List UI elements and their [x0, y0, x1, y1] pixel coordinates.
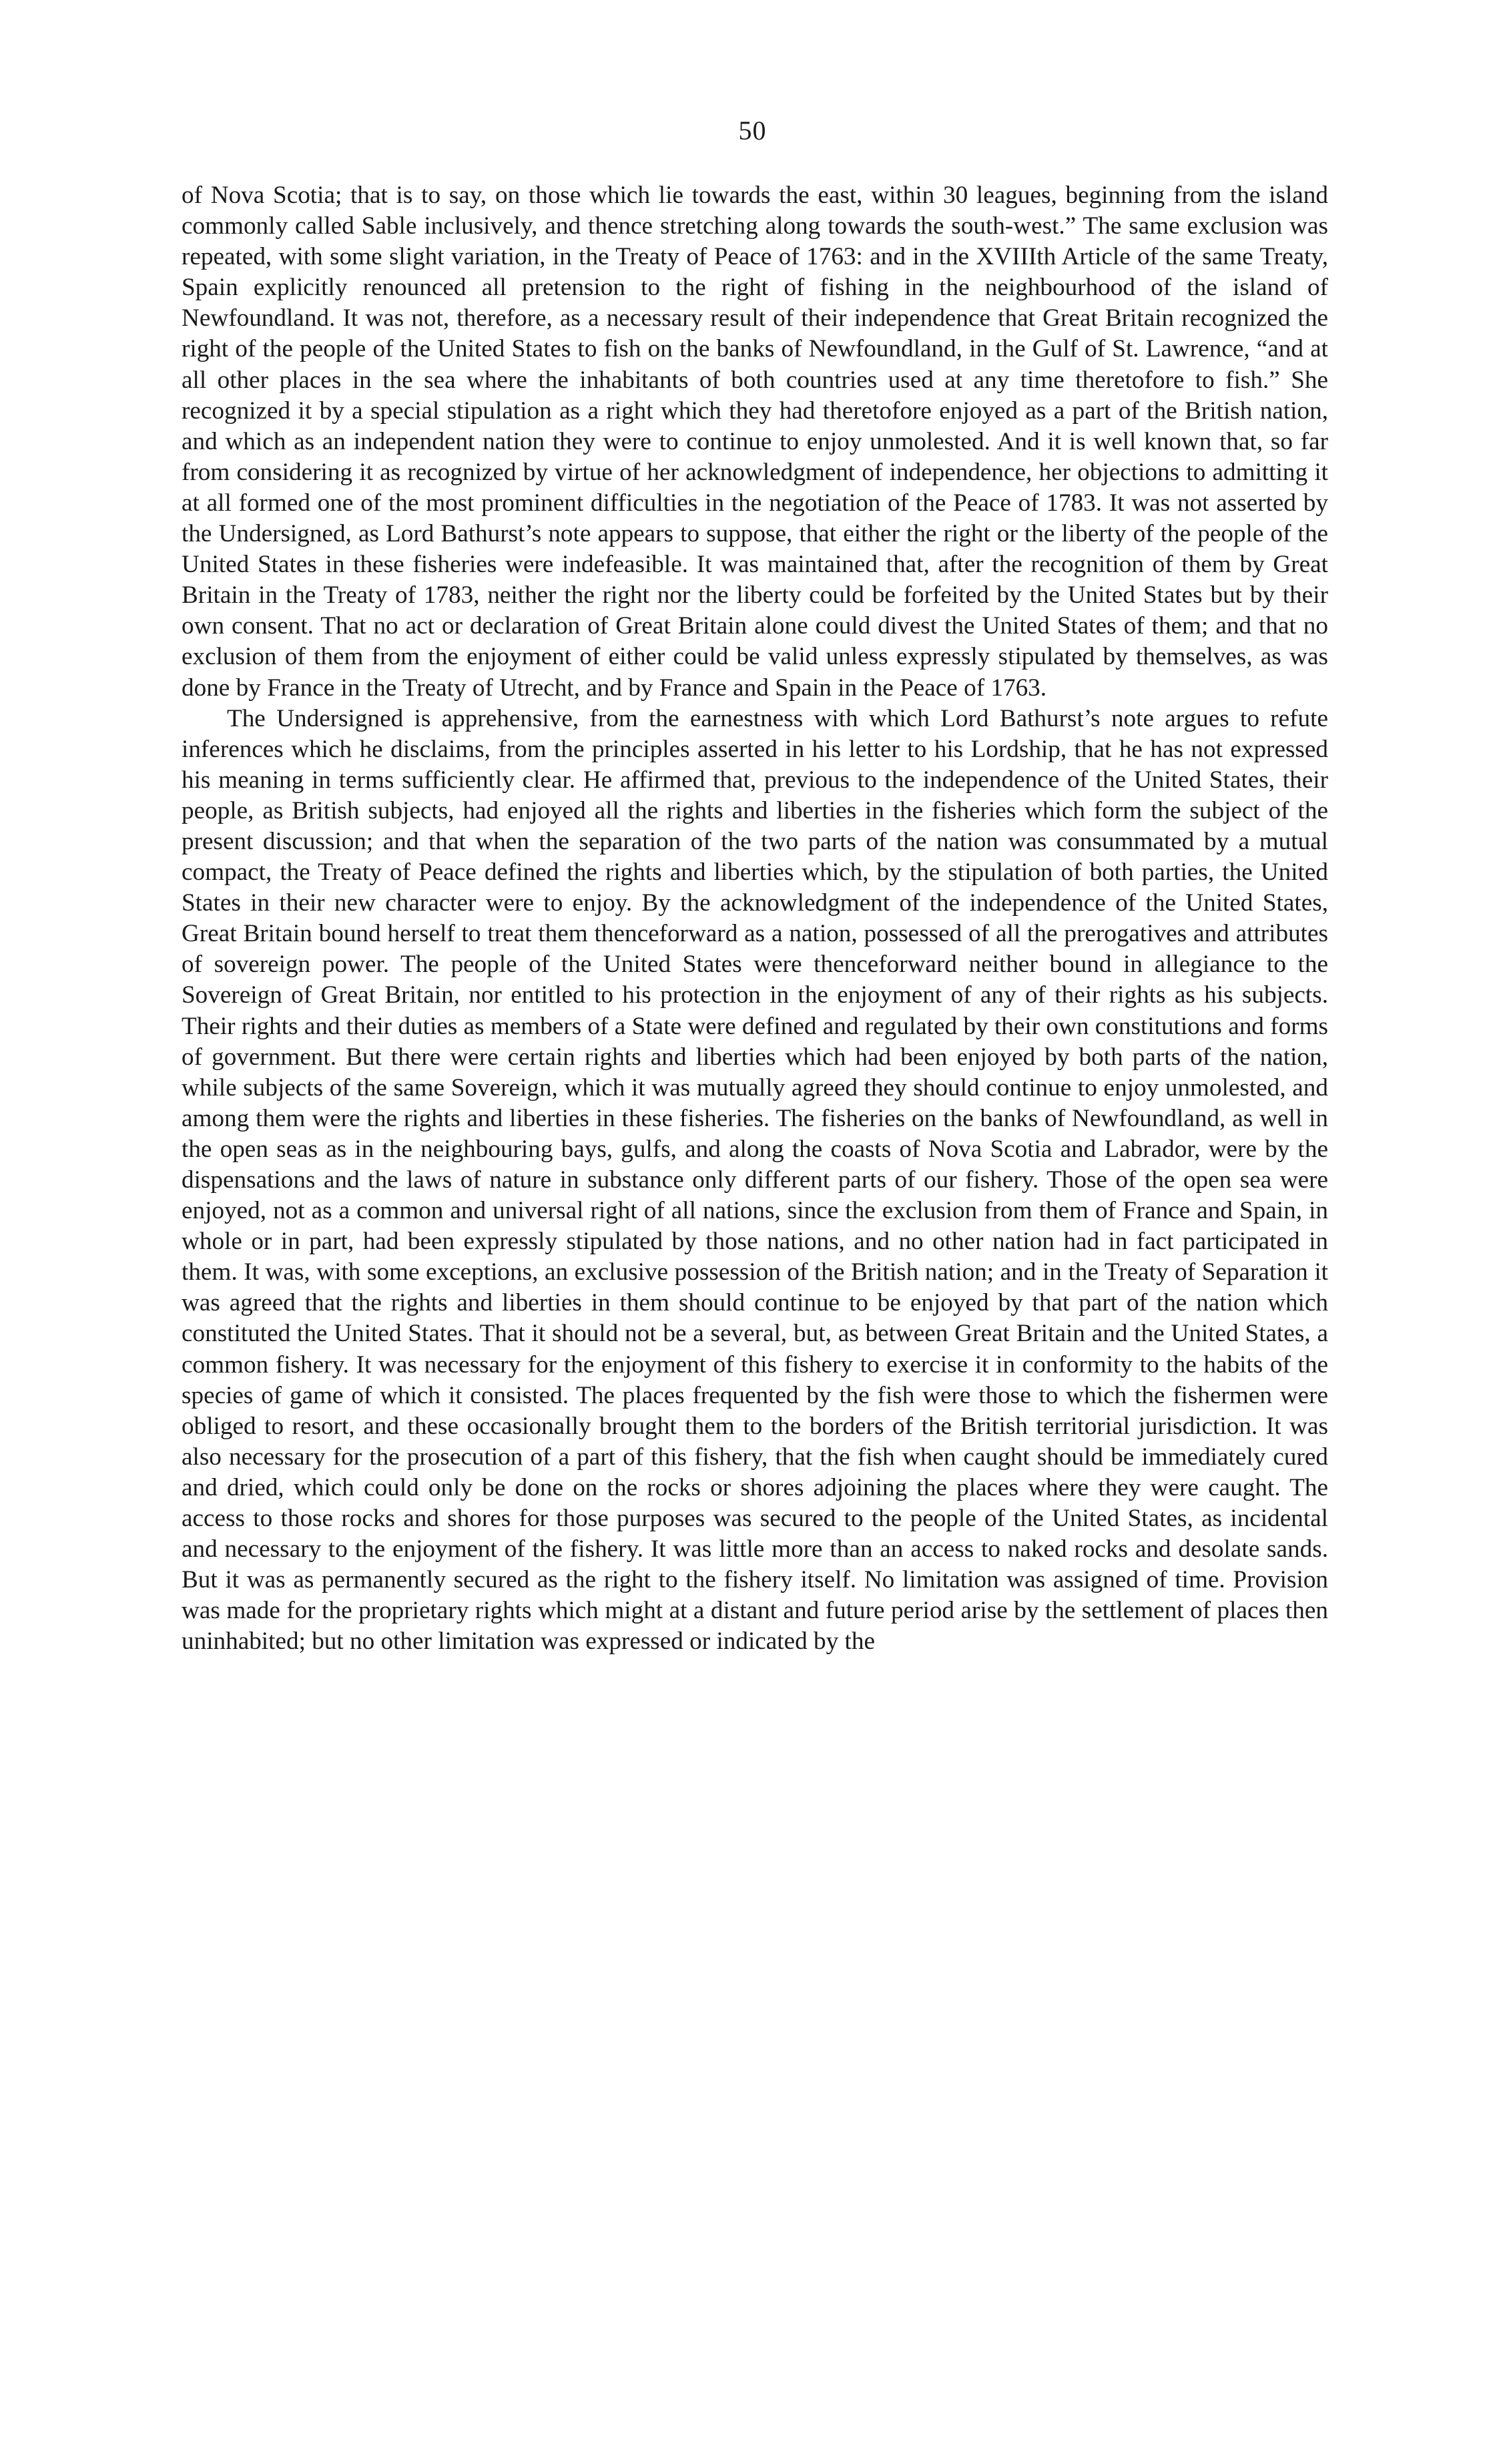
page-number: 50 — [738, 115, 767, 146]
paragraph-undersigned: The Undersigned is apprehensive, from the earnestness with which Lord Bathurst’s note argues to refute inferences which he disclaims, from the principles asserted in his letter to his Lordship, that he has not expressed his meaning in terms sufficiently clear. He affirmed that, previous to the independence of the United States, their people, as British subjects, had enjoyed all the rights and liberties in the fisheries which form the subject of the present discussion; and that when the separation of the two parts of the nation was consummated by a mutual compact, the Treaty of Peace defined the rights and liberties which, by the stipulation of both parties, the United States in their new character were to enjoy. By the acknowledgment of the independence of the United States, Great Britain bound herself to treat them thenceforward as a nation, possessed of all the prerogatives and attributes of sovereign power. The people of the United States were thenceforward neither bound in allegiance to the Sovereign of Great Britain, nor entitled to his protection in the enjoyment of any of their rights as his subjects. Their rights and their duties as members of a State were defined and regulated by their own constitutions and forms of government. But there were certain rights and liberties which had been enjoyed by both parts of the nation, while subjects of the same Sovereign, which it was mutually agreed they should continue to enjoy unmolested, and among them were the rights and liberties in these fisheries. The fisheries on the banks of Newfoundland, as well in the open seas as in the neighbouring bays, gulfs, and along the coasts of Nova Scotia and Labrador, were by the dispensations and the laws of nature in substance only different parts of our fishery. Those of the open sea were enjoyed, not as a common and universal right of all nations, since the exclusion from them of France and Spain, in whole or in part, had been expressly stipulated by those nations, and no other nation had in fact participated in them. It was, with some exceptions, an exclusive possession of the British nation; and in the Treaty of Separation it was agreed that the rights and liberties in them should continue to be enjoyed by that part of the nation which constituted the United States. That it should not be a several, but, as between Great Britain and the United States, a common fishery. It was necessary for the enjoyment of this fishery to exercise it in conformity to the habits of the species of game of which it consisted. The places frequented by the fish were those to which the fishermen were obliged to resort, and these occasionally brought them to the borders of the British territorial jurisdiction. It was also necessary for the prosecution of a part of this fishery, that the fish when caught should be immediately cured and dried, which could only be done on the rocks or shores adjoining the places where they were caught. The access to those rocks and shores for those purposes was secured to the people of the United States, as incidental and necessary to the enjoyment of the fishery. It was little more than an access to naked rocks and desolate sands. But it was as permanently secured as the right to the fishery itself. No limitation was assigned of time. Provision was made for the proprietary rights which might at a distant and future period arise by the settlement of places then uninhabited; but no other limitation was expressed or indicated by the — [182, 704, 1328, 1656]
paragraph-continued: of Nova Scotia; that is to say, on those which lie towards the east, within 30 leagues, beginning from the island commonly called Sable inclusively, and thence stretching along towards the south-west.” The same exclusion was repeated, with some slight variation, in the Treaty of Peace of 1763: and in the XVIIIth Article of the same Treaty, Spain explicitly renounced all pretension to the right of fishing in the neighbourhood of the island of Newfoundland. It was not, therefore, as a necessary result of their independence that Great Britain recognized the right of the people of the United States to fish on the banks of Newfoundland, in the Gulf of St. Lawrence, “and at all other places in the sea where the inhabitants of both countries used at any time theretofore to fish.” She recognized it by a special stipulation as a right which they had theretofore enjoyed as a part of the British nation, and which as an independent nation they were to continue to enjoy unmolested. And it is well known that, so far from considering it as recognized by virtue of her acknowledgment of independence, her objections to admitting it at all formed one of the most prominent difficulties in the negotiation of the Peace of 1783. It was not asserted by the Undersigned, as Lord Bathurst’s note appears to suppose, that either the right or the liberty of the people of the United States in these fisheries were indefeasible. It was maintained that, after the recognition of them by Great Britain in the Treaty of 1783, neither the right nor the liberty could be forfeited by the United States but by their own consent. That no act or declaration of Great Britain alone could divest the United States of them; and that no exclusion of them from the enjoyment of either could be valid unless expressly stipulated by themselves, as was done by France in the Treaty of Utrecht, and by France and Spain in the Peace of 1763. — [182, 182, 1328, 702]
body-text — [182, 180, 1328, 1658]
